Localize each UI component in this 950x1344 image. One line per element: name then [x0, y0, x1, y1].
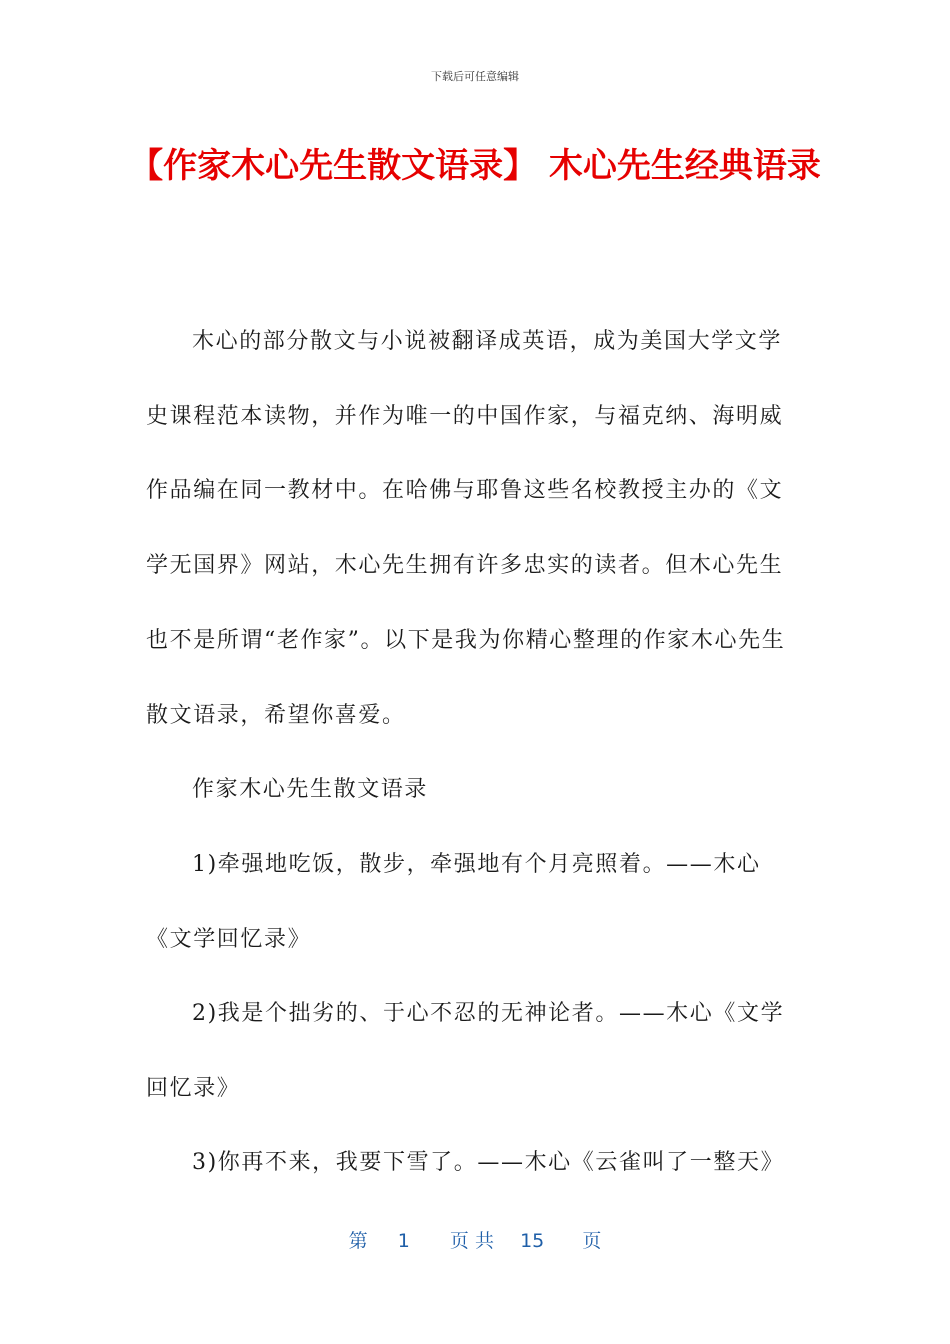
quote-3: 3)你再不来，我要下雪了。——木心《云雀叫了一整天》	[192, 1150, 785, 1175]
footer-suffix: 页	[582, 1230, 602, 1252]
total-pages: 15	[520, 1230, 545, 1252]
quote-2: 2)我是个拙劣的、于心不忍的无神论者。——木心《文学回忆录》	[146, 1001, 785, 1101]
current-page-number: 1	[397, 1230, 410, 1252]
quote-1: 1)牵强地吃饭，散步，牵强地有个月亮照着。——木心《文学回忆录》	[146, 852, 761, 952]
footer-prefix: 第	[348, 1230, 368, 1252]
intro-paragraph: 木心的部分散文与小说被翻译成英语，成为美国大学文学史课程范本读物，并作为唯一的中国作家，与福克纳、海明威作品编在同一教材中。在哈佛与耶鲁这些名校教授主办的《文学无国界》网站，木心先生拥有许多忠实的读者。但木心先生也不是所谓“老作家”。以下是我为你精心整理的作家木心先生散文语录，希望你喜爱。	[146, 329, 786, 728]
section-heading: 作家木心先生散文语录	[192, 777, 429, 802]
page-footer	[0, 1226, 950, 1253]
footer-middle: 页 共	[449, 1230, 494, 1252]
header-note: 下载后可任意编辑	[431, 70, 519, 83]
document-title: 【作家木心先生散文语录】 木心先生经典语录	[129, 146, 821, 186]
